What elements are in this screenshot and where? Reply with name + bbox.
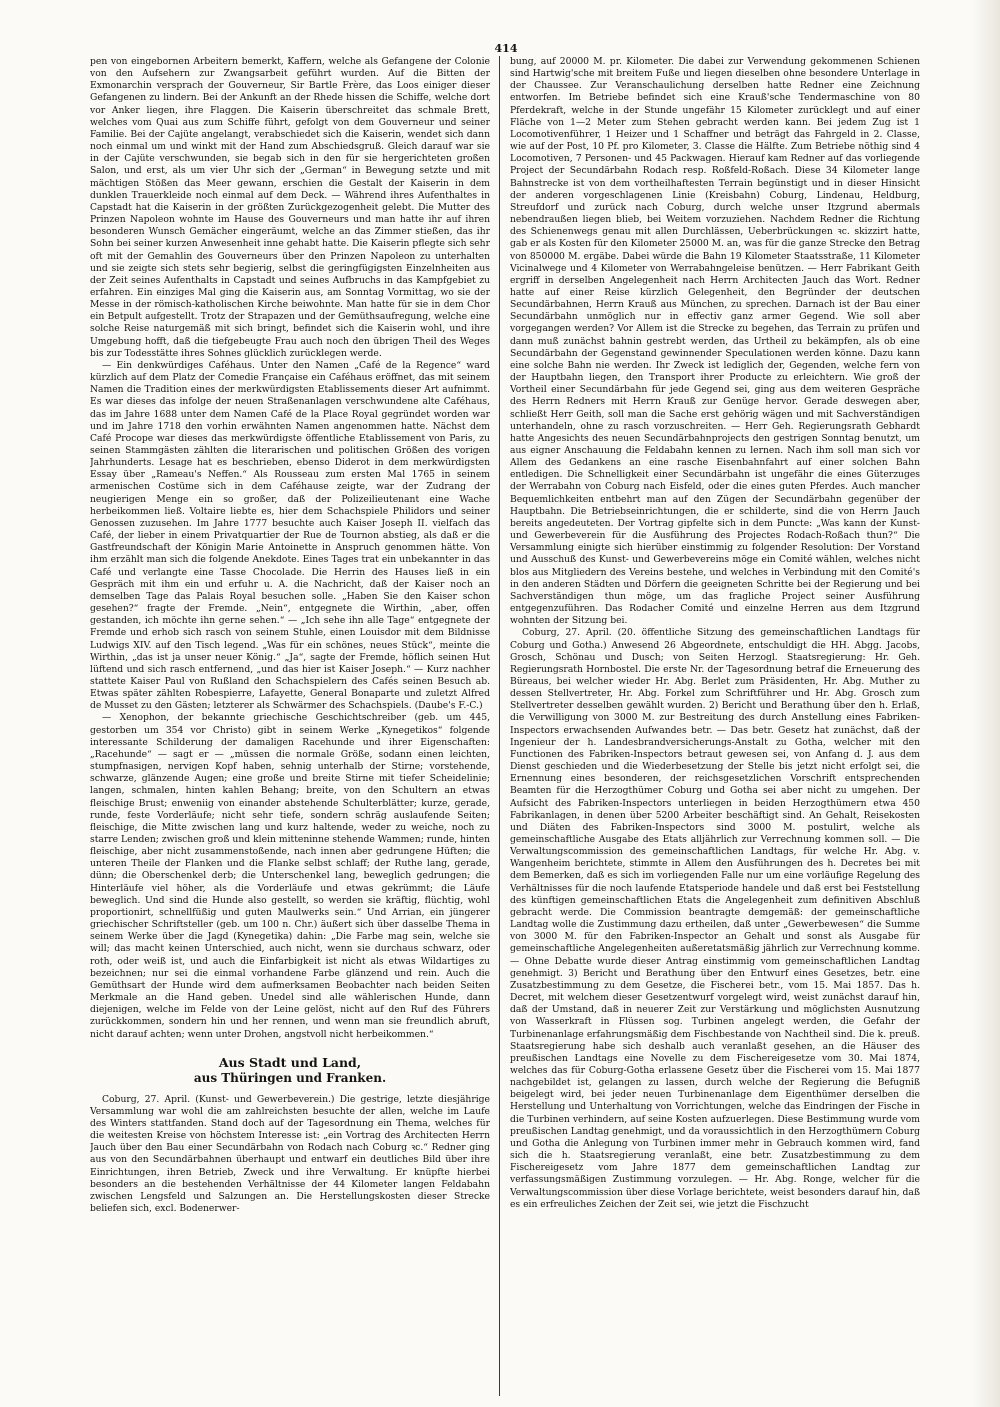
article-coburg-landtag: Coburg, 27. April. (20. öffentliche Sitzung des gemeinschaftlichen Landtags für Coburg und Gotha.) Anwesend 26 Abgeordnete, entschuldigt die HH. Abgg. Jacobs, Grosch, Schönau und Dusch; von Seiten Herzogl. Staatsregierung: Hr. Geh. Regierungsrath Hornbostel. Die erste Nr. der Tagesordnung betraf die Erneuerung des Büreaus, bei welcher wieder Hr. Abg. Berlet zum Präsidenten, Hr. Abg. Muther zu dessen Stellvertreter, Hr. Abg. Forkel zum Schriftführer und Hr. Abg. Grosch zum Stellvertreter desselben gewählt wurden. 2) Bericht und Berathung über den h. Erlaß, die Verwilligung von 3000 M. zur Bestreitung des durch Anstellung eines Fabriken-Inspectors erwachsenden Aufwandes betr. — Das betr. Gesetz hat zunächst, daß der Ingenieur der h. Landesbrandversicherungs-Anstalt zu Gotha, welcher mit den Functionen des Fabriken-Inspectors betraut gewesen sei, von Anfang d. J. aus dem Dienst geschieden und die Wiederbesetzung der Stelle bis jetzt nicht erfolgt sei, die Ernennung eines besonderen, der reichsgesetzlichen Vorschrift entsprechenden Beamten für die Herzogthümer Coburg und Gotha sei aber nicht zu umgehen. Der Aufsicht des Fabriken-Inspectors unterliegen in beiden Herzogthümern etwa 450 Fabrikanlagen, in denen über 5200 Arbeiter beschäftigt sind. An Gehalt, Reisekosten und Diäten des Fabriken-Inspectors sind 3000 M. postulirt, welche als gemeinschaftliche Ausgabe des Etats alljährlich zur Verrechnung kommen soll. — Die Verwaltungscommission des gemeinschaftlichen Landtags, für welche Hr. Abg. v. Wangenheim berichtete, stimmte in Allem den Ausführungen des h. Decretes bei mit dem Bemerken, daß es sich im vorliegenden Falle nur um eine vorläufige Regelung des Verhältnisses für die noch laufende Etatsperiode handele und daß erst bei Feststellung des künftigen gemeinschaftlichen Etats die Angelegenheit zum definitiven Abschluß gebracht werde. Die Commission beantragte demgemäß: der gemeinschaftliche Landtag wolle die Zustimmung dazu ertheilen, daß unter „Gewerbewesen“ die Summe von 3000 M. für den Fabriken-Inspector an Gehalt und sonst als Ausgabe für gemeinschaftliche Angelegenheiten außeretatsmäßig jährlich zur Verrechnung komme. — Ohne Debatte wurde dieser Antrag einstimmig vom gemeinschaftlichen Landtag genehmigt. 3) Bericht und Berathung über den Entwurf eines Gesetzes, betr. eine Zusatzbestimmung zu dem Gesetze, die Fischerei betr., vom 15. Mai 1857. Das h. Decret, mit welchem dieser Gesetzentwurf vorgelegt wird, weist zunächst darauf hin, daß der Umstand, daß in neuerer Zeit zur Verstärkung und möglichsten Ausnutzung von Wasserkraft in Flüssen sog. Turbinen angelegt werden, die Gefahr der Turbinenanlage erfahrungsmäßig dem Fischbestande von Nachtheil sind. Die k. preuß. Staatsregierung habe sich deshalb auch veranlaßt gesehen, an die Häuser des preußischen Landtags eine Novelle zu dem Fischereigesetze vom 30. Mai 1874, welches das für Coburg-Gotha erlassene Gesetz über die Fischerei vom 15. Mai 1877 nachgebildet ist, gelangen zu lassen, durch welche der Regierung die Befugniß beigelegt wird, bei jeder neuen Turbinenanlage dem Eigenthümer derselben die Herstellung und Unterhaltung von Vorrichtungen, welche das Eindringen der Fische in die Turbinen verhindern, auf seine Kosten aufzuerlegen. Diese Bestimmung wurde vom preußischen Landtag genehmigt, und da voraussichtlich in den Herzogthümern Coburg und Gotha die Anlegung von Turbinen immer mehr in Gebrauch kommen wird, fand sich die h. Staatsregierung veranlaßt, eine betr. Zusatzbestimmung zu dem Fischereigesetz vom Jahre 1877 dem gemeinschaftlichen Landtag zur verfassungsmäßigen Zustimmung vorzulegen. — Hr. Abg. Ronge, welcher für die Verwaltungscommission über diese Vorlage berichtete, weist besonders darauf hin, daß es ein erfreuliches Zeichen der Zeit sei, wie jetzt die Fischzucht: [510, 627, 920, 1210]
article-empress-paragraph: pen von eingebornen Arbeitern bemerkt, Kaffern, welche als Gefangene der Colonie von den Aufsehern zur Zwangsarbeit geführt wurden. Auf die Bitten der Exmonarchin versprach der Gouverneur, Sir Bartle Frère, das Loos einiger dieser Gefangenen zu lindern. Bei der Ankunft an der Rhede hissen die Schiffe, welche dort vor Anker liegen, ihre Flaggen. Die Kaiserin überschreitet das schmale Brett, welches vom Quai aus zum Schiffe führt, gefolgt von dem Gouverneur und seiner Familie. Bei der Cajüte angelangt, verabschiedet sich die Kaiserin, wendet sich dann noch einmal um und winkt mit der Hand zum Abschiedsgruß. Gleich darauf war sie in der Cajüte verschwunden, sie begab sich in den für sie hergerichteten großen Salon, und erst, als um vier Uhr sich der „German“ in Bewegung setzte und mit mächtigen Stößen das Meer gewann, erschien die Gestalt der Kaiserin in dem dunklen Trauerkleide noch einmal auf dem Deck. — Während ihres Aufenthaltes in Capstadt hat die Kaiserin in der größten Zurückgezogenheit gelebt. Die Mutter des Prinzen Napoleon wohnte im Hause des Gouverneurs und man hatte ihr auf ihren besonderen Wunsch Gemächer eingeräumt, welche an das Zimmer stießen, das ihr Sohn bei seiner kurzen Anwesenheit inne gehabt hatte. Die Kaiserin pflegte sich sehr oft mit der Gemahlin des Gouverneurs über den Prinzen Napoleon zu unterhalten und sie zeigte sich stets sehr begierig, selbst die geringfügigsten Einzelnheiten aus der Zeit seines Aufenthalts in Capstadt und seines Aufbruchs in das Kampfgebiet zu erfahren. Ein einziges Mal ging die Kaiserin aus, am Sonntag Vormittag, wo sie der Messe in der römisch-katholischen Kirche beiwohnte. Man hatte für sie in dem Chor ein Betpult aufgestellt. Trotz der Strapazen und der Gemüthsaufregung, welche eine solche Reise naturgemäß mit sich bringt, befindet sich die Kaiserin wohl, und ihre Umgebung hofft, daß die tiefgebeugte Frau auch noch den übrigen Theil des Weges bis zur Todesstätte ihres Sohnes glücklich zurücklegen werde.: [90, 56, 490, 359]
left-column: [90, 56, 490, 1401]
article-coburg-art-society: Coburg, 27. April. (Kunst- und Gewerbeverein.) Die gestrige, letzte diesjährige Versammlung war wohl die am zahlreichsten besuchte der allen, welche im Laufe des Winters stattfanden. Stand doch auf der Tagesordnung ein Thema, welches für die weitesten Kreise von höchstem Interesse ist: „ein Vortrag des Architecten Herrn Jauch über den Bau einer Secundärbahn von Rodach nach Coburg ꝛc.“ Redner ging aus von den Secundärbahnen überhaupt und entwarf ein deutliches Bild über ihre Einrichtungen, ihren Betrieb, Zweck und ihre Verwaltung. Er knüpfte hierbei besonders an die bestehenden Verhältnisse der 44 Kilometer langen Feldabahn zwischen Lengsfeld und Salzungen an. Die Herstellungskosten dieser Strecke beliefen sich, excl. Bodenerwer-: [90, 1093, 490, 1215]
section-heading-thuringia-franconia: aus Thüringen und Franken.: [193, 1070, 387, 1085]
column-divider: [499, 56, 500, 1396]
article-cafe-paragraph: — Ein denkwürdiges Caféhaus. Unter den Namen „Café de la Regence“ ward kürzlich auf dem Platz der Comedie Française ein Caféhaus eröffnet, das mit seinem Namen die Tradition eines der merkwürdigsten Etablissements dieser Art aufnimmt. Es war dieses das infolge der neuen Straßenanlagen verschwundene alte Caféhaus, das im Jahre 1688 unter dem Namen Café de la Place Royal gegründet worden war und im Jahre 1718 den vorhin erwähnten Namen angenommen hatte. Nächst dem Café Procope war dieses das merkwürdigste öffentliche Etablissement von Paris, zu seinen Stammgästen zählten die literarischen und politischen Größen des vorigen Jahrhunderts. Lesage hat es beschrieben, ebenso Diderot in dem merkwürdigsten Essay über „Rameau's Neffen.“ Als Rousseau zum ersten Mal 1765 in seinem armenischen Costüme sich in dem Caféhause zeigte, war der Zudrang der neugierigen Menge ein so großer, daß der Polizeilieutenant eine Wache herbeikommen ließ. Voltaire liebte es, hier dem Schachspiele Philidors und seiner Genossen zuzusehen. Im Jahre 1777 besuchte auch Kaiser Joseph II. vielfach das Café, der lieber in einem Privatquartier der Rue de Tournon abstieg, als daß er die Gastfreundschaft der Königin Marie Antoinette in Anspruch genommen hätte. Von ihm erzählt man sich die folgende Anekdote. Eines Tages trat ein unbekannter in das Café und verlangte eine Tasse Chocolade. Die Herrin des Hauses ließ in ein Gespräch mit ihm ein und erfuhr u. A. die Nachricht, daß der Kaiser noch an demselben Tage das Palais Royal besuchen solle. „Haben Sie den Kaiser schon gesehen?“ fragte der Fremde. „Nein“, entgegnete die Wirthin, „aber, offen gestanden, ich möchte ihn gerne sehen.“ — „Ich sehe ihn alle Tage“ entgegnete der Fremde und erhob sich rasch von seinem Stuhle, einen Louisdor mit dem Bildnisse Ludwigs XIV. auf den Tisch legend. „Was für ein schönes, neues Stück“, meinte die Wirthin, „das ist ja unser neuer König.“ „Ja“, sagte der Fremde, höflich seinen Hut lüftend und sich rasch entfernend, „und das hier ist Kaiser Joseph.“ — Kurz nachher stattete Kaiser Paul von Rußland den Schachspielern des Cafés seinen Besuch ab. Etwas später zählten Robespierre, Lafayette, General Bonaparte und zuletzt Alfred de Musset zu den Gästen; letzterer als Schwärmer des Schachspiels. (Daube's F.-C.): [90, 359, 490, 712]
article-railway-continued: bung, auf 20000 M. pr. Kilometer. Die dabei zur Verwendung gekommenen Schienen sind Hartwig'sche mit breitem Fuße und liegen dieselben ohne besondere Unterlage in der Chaussee. Zur Veranschaulichung derselben hatte Redner eine Zeichnung entworfen. Im Betriebe befindet sich eine Krauß'sche Tendermaschine von 80 Pferdekraft, welche in der Stunde ungefähr 15 Kilometer zurücklegt und auf einer Fläche von 1—2 Meter zum Stehen gebracht werden kann. Bei jedem Zug ist 1 Locomotivenführer, 1 Heizer und 1 Schaffner und beträgt das Fahrgeld in 2. Classe, wie auf der Post, 10 Pf. pro Kilometer, 3. Classe die Hälfte. Zum Betriebe nöthig sind 4 Locomotiven, 7 Personen- und 45 Packwagen. Hierauf kam Redner auf das vorliegende Project der Secundärbahn Rodach resp. Roßfeld-Roßach. Diese 34 Kilometer lange Bahnstrecke ist von dem vortheilhaftesten Terrain begünstigt und in dieser Hinsicht der anderen vorgeschlagenen Linie (Kreisbahn) Coburg, Lindenau, Heldburg, Streufdorf und zurück nach Coburg, durch welche unser Itzgrund abermals nebendraußen liegen blieb, bei Weitem vorzuziehen. Nachdem Redner die Richtung des Schienenwegs genau mit allen Durchlässen, Ueberbrückungen ꝛc. skizzirt hatte, gab er als Kosten für den Kilometer 25000 M. an, was für die ganze Strecke den Betrag von 850000 M. ergäbe. Dabei würde die Bahn 19 Kilometer Staatsstraße, 11 Kilometer Vicinalwege und 4 Kilometer von Werrabahngeleise benützen. — Herr Fabrikant Geith ergriff in derselben Angelegenheit nach Herrn Architecten Jauch das Wort. Redner hatte auf einer Reise kürzlich Gelegenheit, den Begründer der deutschen Secundärbahnen, Herrn Krauß aus München, zu sprechen. Darnach ist der Bau einer Secundärbahn unmöglich nur in effectiv ganz armer Gegend. Wie soll aber vorgegangen werden? Vor Allem ist die Strecke zu begehen, das Terrain zu prüfen und dann muß zunächst bahnin gestrebt werden, das Urtheil zu bekämpfen, als ob eine Secundärbahn der Gegenstand gewinnender Speculationen werden könne. Dazu kann eine solche Bahn nie werden. Ihr Zweck ist lediglich der, Gegenden, welche fern von der Hauptbahn liegen, den Transport ihrer Producte zu erleichtern. Wie groß der Vortheil einer Secundärbahn für jede Gegend sei, ging aus dem weiteren Gespräche des Herrn Redners mit Herrn Krauß zur Genüge hervor. Gerade deswegen aber, schließt Herr Geith, soll man die Sache erst gehörig wägen und mit Sachverständigen unterhandeln, ohne zu rasch vorzuschreiten. — Herr Geh. Regierungsrath Gebhardt hatte Angesichts des neuen Secundärbahnprojects den gestrigen Sonntag benutzt, um aus eigner Anschauung die Feldabahn kennen zu lernen. Nach ihm soll man sich vor Allem des Gedankens an eine rasche Eisenbahnfahrt auf einer solchen Bahn entledigen. Die Schnelligkeit einer Secundärbahn ist ungefähr die eines Güterzuges der Werrabahn von Coburg nach Eisfeld, oder die eines guten Pferdes. Auch mancher Bequemlichkeiten entbehrt man auf den Zügen der Secundärbahn gegenüber der Hauptbahn. Die Betriebseinrichtungen, die er schilderte, sind die von Herrn Jauch bereits angedeuteten. Der Vortrag gipfelte sich in dem Puncte: „Was kann der Kunst- und Gewerbeverein für die Ausführung des Projectes Rodach-Roßach thun?“ Die Versammlung einigte sich hierüber einstimmig zu folgender Resolution: Der Vorstand und Ausschuß des Kunst- und Gewerbevereins möge ein Comité wählen, welches nicht blos aus Mitgliedern des Vereins bestehe, und welches in Verbindung mit den Comité's in den anderen Städten und Dörfern die geeigneten Schritte bei der Regierung und bei Sachverständigen thun möge, um das fragliche Project seiner Ausführung entgegenzuführen. Das Rodacher Comité und einzelne Herren aus dem Itzgrund wohnten der Sitzung bei.: [510, 56, 920, 627]
page-edge-shadow: [972, 0, 1000, 1407]
article-xenophon-paragraph: — Xenophon, der bekannte griechische Geschichtschreiber (geb. um 445, gestorben um 354 vor Christo) gibt in seinem Werke „Kynegetikos“ folgende interessante Schilderung der damaligen Racehunde und ihrer Eigenschaften: „Racehunde“ — sagt er — „müssen die normale Größe, sodann einen leichten, stumpfnasigen, nervigen Kopf haben, sehnig unterhalb der Stirne; vorstehende, schwarze, glänzende Augen; eine große und breite Stirne mit tiefer Scheidelinie; langen, schmalen, hinten kahlen Behang; breite, von den Schultern an etwas fleischige Brust; enweniig von einander abstehende Schulterblätter; kurze, gerade, runde, feste Vorderläufe; nicht sehr tiefe, sondern schräg auslaufende Seiten; fleischige, die Mitte zwischen lang und kurz haltende, weder zu weiche, noch zu starre Lenden; zwischen groß und klein mitteninne stehende Wammen; runde, hinten fleischige, aber nicht zusammenstoßende, nach innen aber gedrungene Hüften; die unteren Theile der Flanken und die Flanke selbst schlaff; der Ruthe lang, gerade, dünn; die Oberschenkel derb; die Unterschenkel lang, beweglich gedrungen; die Hinterläufe viel höher, als die Vorderläufe und etwas gekrümmt; die Läufe beweglich. Und sind die Hunde also gestellt, so werden sie kräftig, flüchtig, wohl proportionirt, schnellfüßig und guten Maulwerks sein.“ Und Arrian, ein jüngerer griechischer Schriftsteller (geb. um 100 n. Chr.) äußert sich über dasselbe Thema in seinem Werke über die Jagd (Kynegetika) dahin: „Die Farbe mag sein, welche sie will; das macht keinen Unterschied, auch nicht, wenn sie durchaus schwarz, oder roth, oder weiß ist, und auch die Einfarbigkeit ist nicht als etwas Wildartiges zu bezeichnen; nur sei die einmal vorhandene Farbe glänzend und rein. Auch die Gemüthsart der Hunde wird dem aufmerksamen Beobachter nach beiden Seiten Merkmale an die Hand geben. Unedel sind alle wählerischen Hunde, dann diejenigen, welche im Felde von der Leine gelöst, nicht auf den Ruf des Führers zurückkommen, sondern hin und her rennen, und wenn man sie freundlich abruft, nicht darauf achten; wenn unter Drohen, angstvoll nicht herbeikommen.“: [90, 712, 490, 1040]
right-column: [510, 56, 920, 1401]
section-heading-city-country: Aus Stadt und Land,: [218, 1054, 362, 1070]
page-number: 414: [494, 42, 518, 55]
